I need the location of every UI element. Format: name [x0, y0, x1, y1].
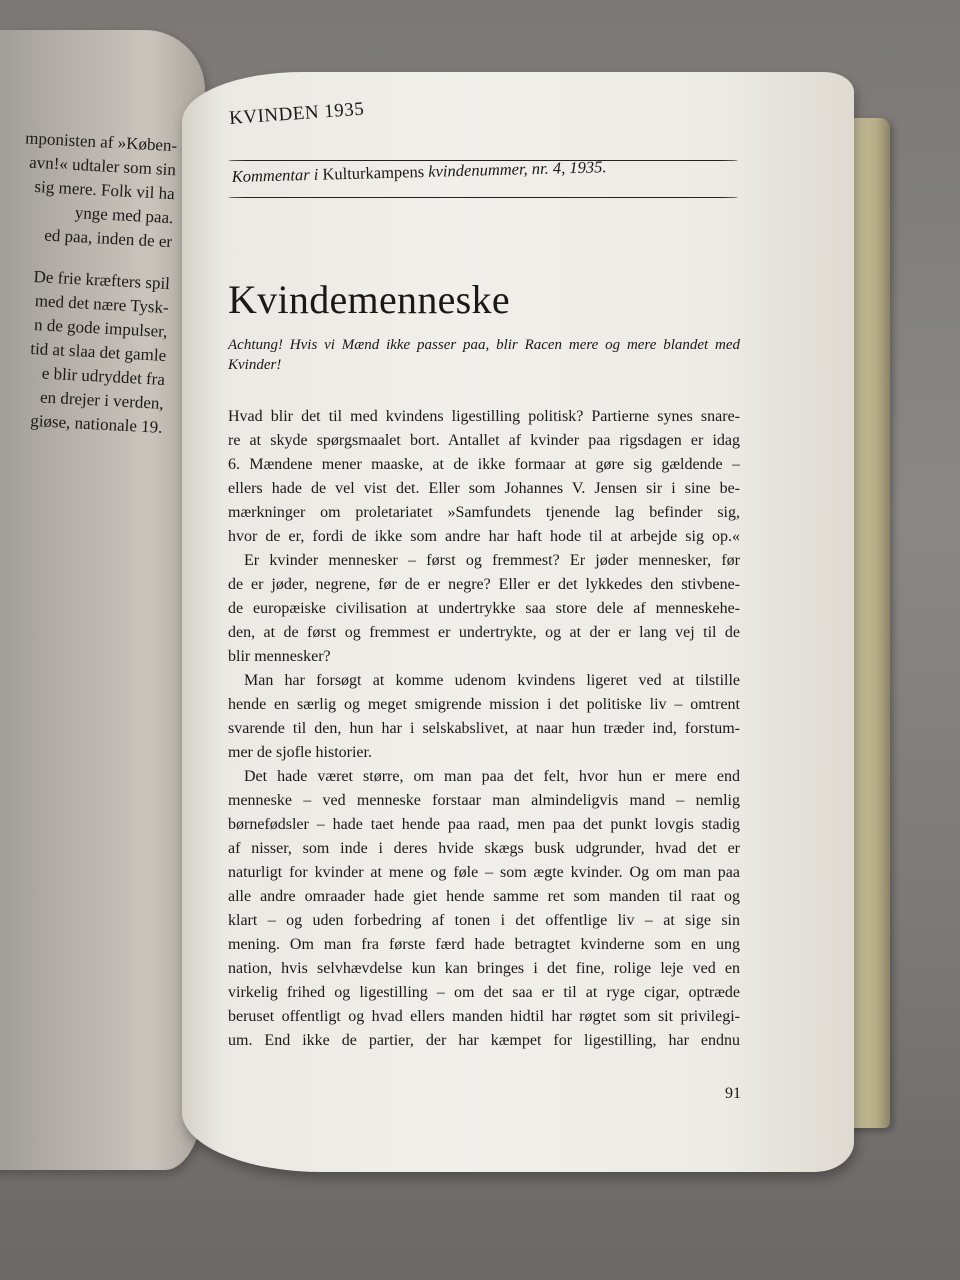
- text-line: n de gode impulser,: [33, 315, 168, 342]
- text-line: e blir udryddet fra: [41, 363, 166, 389]
- text-line: mponisten af »Køben-: [24, 128, 178, 156]
- text-line: de europæiske civilisation at undertrykke saa store dele af menneskehe-: [228, 600, 740, 617]
- text-line: den, at de først og fremmest er undertrykte, og at der er lang vej til de: [228, 624, 740, 641]
- body-text: [228, 405, 740, 1053]
- epigraph: Achtung! Hvis vi Mænd ikke passer paa, blir Racen mere og mere blandet med Kvinder!: [228, 337, 740, 373]
- text-line: alle andre omraader hade giet hende samme ret som manden til raat og: [228, 888, 740, 905]
- text-line: blir mennesker?: [228, 648, 331, 665]
- running-head: KVINDEN 1935: [228, 98, 365, 130]
- source-line: [231, 154, 739, 187]
- text-line: re at skyde spørgsmaalet bort. Antallet af kvinder paa rigsdagen er idag: [228, 432, 740, 449]
- text-line: med det nære Tysk-: [34, 291, 170, 318]
- text-line: nation, hvis selvhævdelse kun kan bringes i det fine, rolige leje ved en: [228, 960, 740, 977]
- text-line: mærkninger om proletariatet »Samfundets tjenende lag befinder sig,: [228, 504, 740, 521]
- text-line: um. End ikke de partier, der har kæmpet for ligestilling, har endnu: [228, 1032, 740, 1049]
- text-line: sig mere. Folk vil ha: [34, 176, 176, 204]
- text-line: ynge med paa.: [74, 203, 174, 228]
- text-line: Er kvinder mennesker – først og fremmest? Er jøder mennesker, før: [244, 552, 740, 569]
- text-line: svarende til den, hun har i selskabslivet, at naar hun træder ind, forstum-: [228, 720, 740, 737]
- text-line: beruset offentligt og hvad ellers manden hidtil har røgtet som sit privilegi-: [228, 1008, 740, 1025]
- right-page-content: [228, 98, 740, 1053]
- text-line: ed paa, inden de er: [43, 225, 173, 252]
- text-line: giøse, nationale 19.: [29, 411, 163, 437]
- text-line: hvor de er, fordi de ikke som andre har haft hode til at arbejde sig op.«: [228, 528, 740, 545]
- page-number: 91: [725, 1085, 741, 1102]
- text-line: avn!« udtaler som sin: [28, 152, 177, 180]
- text-line: De frie kræfters spil: [33, 266, 171, 294]
- text-line: børnefødsler – hade taet hende paa raad, men paa det punkt lovgis stadig: [228, 816, 740, 833]
- text-line: hende en særlig og meget smigrende mission i det politiske liv – omtrent: [228, 696, 740, 713]
- text-line: Hvad blir det til med kvindens ligestilling politisk? Partierne synes snare-: [228, 408, 740, 425]
- paragraph: [228, 405, 740, 549]
- text-line: mer de sjofle historier.: [228, 744, 372, 761]
- text-line: naturligt for kvinder at mene og føle – som ægte kvinder. Og om man paa: [228, 864, 740, 881]
- paragraph: [228, 549, 740, 669]
- text-line: klart – og uden forbedring af tonen i det offentlige liv – at sige sin: [228, 912, 740, 929]
- text-line: 6. Mændene mener maaske, at de ikke formaar at gøre sig gældende –: [228, 456, 740, 473]
- text-line: de er jøder, negrene, før de er negre? Eller er det lykkedes den stivbene-: [228, 576, 740, 593]
- source-prefix: Kommentar i: [231, 164, 319, 187]
- text-line: af nisser, som inde i deres hvide skægs busk udgrunder, hvad det er: [228, 840, 740, 857]
- text-line: en drejer i verden,: [39, 387, 165, 413]
- left-page-text: [0, 125, 178, 440]
- text-line: Man har forsøgt at komme udenom kvindens ligeret ved at tilstille: [244, 672, 740, 689]
- text-line: mening. Om man fra første færd hade betragtet kvinderne som en ung: [228, 936, 740, 953]
- text-line: tid at slaa det gamle: [29, 338, 167, 365]
- left-page: [0, 30, 205, 1170]
- text-line: ellers hade de vel vist det. Eller som Johannes V. Jensen sir i sine be-: [228, 480, 740, 497]
- rule-bottom: [228, 197, 738, 198]
- paragraph: [228, 669, 740, 765]
- source-issue: kvindenummer, nr. 4, 1935.: [428, 157, 607, 181]
- source-publication: Kulturkampens: [322, 161, 425, 184]
- text-line: menneske – ved menneske forstaar man almindeligvis mand – nemlig: [228, 792, 740, 809]
- text-line: Det hade været større, om man paa det felt, hvor hun er mere end: [244, 768, 740, 785]
- chapter-title: Kvindemenneske: [228, 277, 510, 322]
- text-line: virkelig frihed og ligestilling – om det saa er til at ryge cigar, optræde: [228, 984, 740, 1001]
- paragraph: [228, 765, 740, 1053]
